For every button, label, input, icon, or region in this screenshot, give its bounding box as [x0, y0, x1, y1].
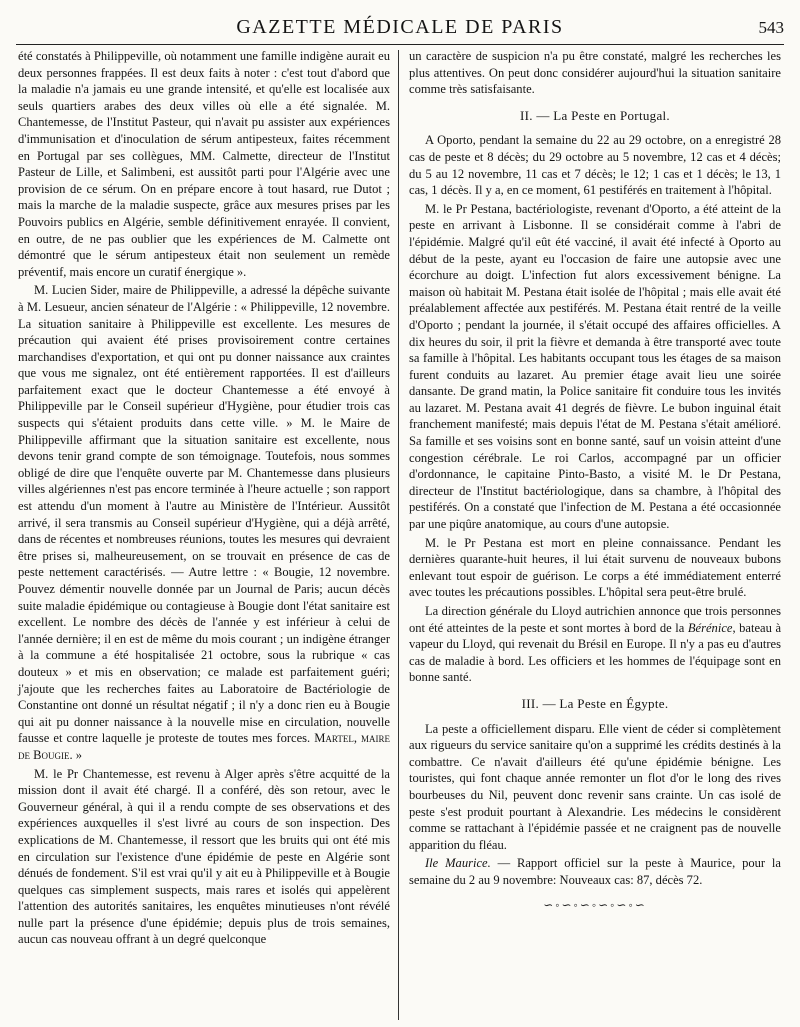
left-column: [18, 48, 390, 948]
paragraph: M. le Pr Pestana est mort en pleine connaissance. Pendant les dernières quarante-huit heures, il lui était survenu de nouveaux bubons enlevant tout espoir de guérison. Le corps a été immédiatement enterré avec toutes les précautions possibles. L'hôpital sera peut-être brulé.: [409, 535, 781, 600]
paragraph-text: , bateau à vapeur du Lloyd, qui revenait du Brésil en Europe. Il n'y a pas eu d'autres cas de maladie à bord. Les officiers et les hommes de l'équipage sont en bonne santé.: [409, 620, 782, 685]
paragraph: [409, 855, 781, 888]
paragraph: [18, 282, 390, 763]
paragraph: A Oporto, pendant la semaine du 22 au 29 octobre, on a enregistré 28 cas de peste et 8 décès; du 29 octobre au 5 novembre, 12 cas et 4 décès; du 5 au 12 novembre, 11 cas et 7 décès; le 12; 1 cas et 1 décès; le 13, 1 cas, 1 décès. Il y a, en ce moment, 61 pestiférés en traitement à l'hôpital.: [409, 133, 781, 198]
journal-title: GAZETTE MÉDICALE DE PARIS: [236, 16, 564, 38]
ornament-divider: ∽◦∽◦∽◦∽◦∽◦∽: [543, 897, 647, 912]
section-heading: II. — La Peste en Portugal.: [520, 107, 670, 123]
paragraph-text: — Rapport officiel sur la peste à Maurice, pour la semaine du 2 au 9 novembre: Nouveaux cas: 87, décès 72.: [409, 856, 781, 887]
paragraph: M. le Pr Chantemesse, est revenu à Alger après s'être acquitté de la mission dont il avait été chargé. Il a conféré, dès son retour, avec le Gouverneur général, à qui il a rendu compte de ses observations et des expériences auxquelles il s'est livré au cours de son inspection. Des explications de M. Chantemesse, il ressort que les bruits qui ont été mis en circulation sur l'existence d'une épidémie de peste en Algérie sont dénués de fondement. S'il est vrai qu'il y ait eu à Philippeville et à Bougie quelques cas simplement suspects, mais rares et isolés qui appelèrent l'attention des autorités sanitaires, les enquêtes minutieuses n'ont révélé nulle part la présence d'une épidémie; depuis plus de trois semaines, aucun cas nouveau offrant à un degré quelconque: [18, 766, 390, 947]
paragraph: un caractère de suspicion n'a pu être constaté, malgré les recherches les plus attentives. On peut donc considérer aujourd'hui la situation sanitaire comme très satisfaisante.: [409, 49, 781, 97]
signature: Martel, maire de Bougie. »: [18, 731, 390, 762]
paragraph-text: La direction générale du Lloyd autrichien annonce que trois personnes ont été atteintes de la peste et sont mortes à bord de la: [409, 604, 781, 635]
paragraph: M. le Pr Pestana, bactériologiste, revenant d'Oporto, a été atteint de la peste en arrivant à Lisbonne. Il se considérait comme à l'abri de l'épidémie. Malgré qu'il eût été vacciné, il avait été infecté à Oporto au début de la peste, ayant eu l'occasion de faire une autopsie avec une écorchure au doigt. L'infection fut alors excessivement bénigne. La maison où habitait M. Pestana était isolée de l'hôpital ; mais elle avait été préalablement affectée aux pestiférés. M. Pestana était rentré de la veille d'Oporto ; pendant la journée, il s'était occupé des affaires officielles. A dix heures du soir, il prit la fièvre et demanda à être transporté avec toute sa famille à l'hôpital. Les habitants occupant tous les étages de sa maison furent conduits au lazaret. Au premier étage avait lieu une soirée dansante. De grand matin, la Police sanitaire fit conduire tous les invités au lazaret. M. Pestana avait 41 degrés de fièvre. Le bubon inguinal était franchement manifesté; mais depuis l'état de M. Pestana s'était amélioré. Sa famille et ses voisins sont en bonne santé, sauf un voisin atteint d'une congestion cérébrale. Le roi Carlos, accompagné par un officier d'ordonnance, le capitaine Pinto-Basto, a visité M. le Dr Pestana, directeur de l'Institut bactériologique, dans sa chambre, à l'hôpital des pestiférés. On a constaté que l'infection de M. Pestana a été occasionnée par une piqûre anatomique, au cours d'une autopsie.: [409, 201, 781, 532]
subsection-label: Ile Maurice.: [425, 856, 491, 871]
page-number: 543: [758, 18, 784, 37]
paragraph: La peste a officiellement disparu. Elle vient de céder si complètement aux rigueurs du service sanitaire qu'on a supprimé les crédits destinés à la combattre. Ce n'avait d'ailleurs été qu'une épidémie bénigne. Les touristes, qui font chaque année remonter un flot d'or le long des rives bourbeuses du Nil, peuvent donc revenir sans crainte. Un cas isolé de peste s'est produit pourtant à Alexandrie. Les médecins le considèrent comme se rattachant à l'épidémie passée et ne craignent pas de nouvelle apparition du fléau.: [409, 721, 781, 852]
section-heading: III. — La Peste en Égypte.: [521, 695, 669, 711]
ship-name: Bérénice: [687, 620, 733, 635]
right-column: [409, 48, 781, 913]
paragraph: [409, 603, 781, 686]
column-divider: [398, 50, 399, 1020]
page-header: [16, 10, 784, 45]
paragraph-text: M. Lucien Sider, maire de Philippeville, a adressé la dépêche suivante à M. Lesueur, ancien sénateur de l'Algérie : « Philippeville, 12 novembre. La situation sanitaire à Philippeville est excellente. Les mesures de précaution qui avaient été prises provisoirement contre certaines marchandises d'exportation, et qui ont pu donner naissance aux craintes que vous me signalez, ont été entièrement rapportées. Il est d'ailleurs parfaitement exact que le docteur Chantemesse a été envoyé à Philippeville par le Conseil supérieur d'Hygiène, pour étudier trois cas suspects qui s'étaient produits dans cette ville. » M. le Maire de Philippeville affirmant que la situation sanitaire est excellente, nous devons tenir grand compte de son témoignage. Toutefois, nous sommes obligé de dire que l'enquête ouverte par M. Chantemesse dans plusieurs villes algériennes n'est pas encore terminée à l'heure actuelle ; son rapport est attendu d'un moment à l'autre au Ministère de l'Intérieur. Aussitôt arrivé, il sera transmis au Conseil supérieur d'Hygiène, qui a déjà arrêté, dans de récentes et nombreuses réunions, toutes les mesures qui devraient être prises si, malheureusement, on se trouvait en présence de cas de peste nettement caractérisés. — Autre lettre : « Bougie, 12 novembre. Pouvez démentir nouvelle donnée par un Journal de Paris; aucun décès suite maladie épidémique ou contagieuse à Bougie dont l'état sanitaire est excellent. Le nombre des décès de l'année y est inférieur à celui de l'année dernière; il en est de même du mois courant ; un indigène étranger à la commune a été hospitalisée 21 octobre, sous la rubrique « cas douteux » et mis en observation; ce malade est parfaitement guéri; j'ajoute que les recherches faites au Laboratoire de Bactériologie de Constantine ont donné un résultat négatif ; il n'y a donc rien eu à Bougie qui ait pu donner naissance à la nouvelle mise en circulation, nouvelle fausse et contre laquelle je proteste de toutes mes forces.: [18, 283, 390, 746]
paragraph: été constatés à Philippeville, où notamment une famille indigène aurait eu deux personnes frappées. Il est deux faits à noter : c'est tout d'abord que la maladie n'a jamais eu une grande intensité, et qu'elle est localisée aux seuls quartiers arabes des deux villes où elle a été signalée. M. Chantemesse, de l'Institut Pasteur, qui n'avait pu assister aux expériences d'immunisation et d'inoculation de sérum antipesteux, faites récemment en Portugal par ses collègues, MM. Calmette, directeur de l'Institut Pasteur de Lille, et Salimbeni, est aussitôt parti pour l'Algérie avec une provision de ce sérum. On en prépare encore à tout hasard, rue Dutot ; mais la marche de la maladie suspecte, grâce aux mesures prises par les Pouvoirs publics en Algérie, semble définitivement enrayée. Il convient, en outre, de ne pas oublier que les expériences de M. Calmette ont démontré que le sérum antipesteux était non seulement un remède préventif, mais encore un curatif énergique ».: [18, 49, 390, 279]
